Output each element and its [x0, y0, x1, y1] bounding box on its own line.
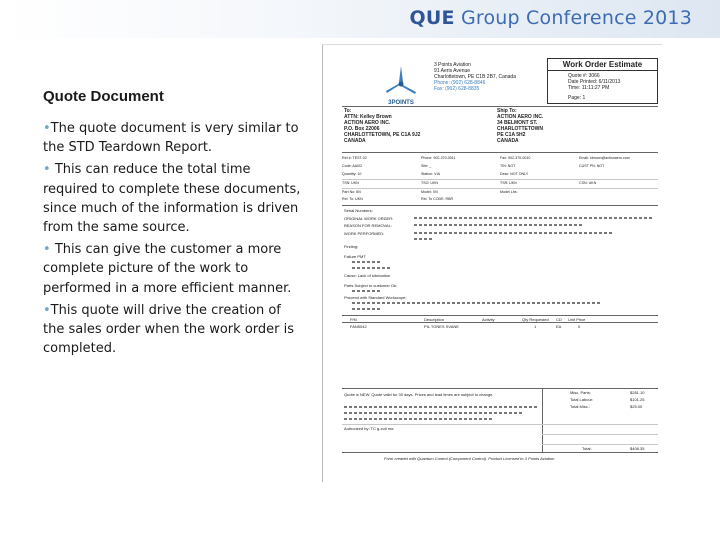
bullet-dot-icon: • [43, 162, 55, 178]
page-title: Quote Document [43, 88, 164, 105]
info-row [342, 172, 658, 177]
time-printed: Time: 11:11:27 PM [568, 85, 610, 91]
total-value: $25.00 [630, 404, 643, 409]
total-value: $101.25 [630, 397, 645, 402]
conference-year-title: Group Conference 2013 [454, 7, 692, 29]
info-cell: CSN: UKN [579, 181, 597, 185]
divider [342, 205, 658, 206]
bullet-item [43, 301, 301, 359]
ship-to-label: Ship To: [497, 108, 517, 114]
info-row [342, 156, 658, 161]
info-row [342, 164, 658, 169]
info-row [342, 181, 658, 186]
bullet-text: This quote will drive the creation of the sales order when the work order is completed. [43, 302, 294, 357]
divider [342, 452, 658, 453]
section-label: Failure PMT [344, 254, 366, 259]
text-column [43, 88, 301, 361]
section-label: WORK PERFORMED: [344, 231, 385, 236]
scanned-text-line [414, 238, 434, 240]
divider [342, 106, 658, 107]
info-row [342, 190, 658, 195]
document-footer: Form created with Quantum Control (Component Control). Product Licensed to 3 Points Aviation [384, 456, 555, 461]
ship-to-line: PE C1A 5H2 [497, 132, 526, 138]
bullet-text: The quote document is very similar to the STD Teardown Report. [43, 121, 299, 156]
bullet-item [43, 119, 301, 157]
company-street: 91 Aeris Avenue [434, 68, 471, 74]
work-order-details [548, 71, 657, 101]
scanned-text-line [414, 217, 654, 219]
section-label: Proceed with Standard Workscope: [344, 295, 407, 300]
parts-header: P/N [350, 317, 357, 322]
info-cell: Quantity: 10 [342, 172, 362, 176]
info-cell: Model: XN [421, 190, 438, 194]
document-left-edge [322, 44, 323, 482]
total-label: Total Misc.: [570, 404, 591, 409]
divider [342, 388, 658, 389]
slide-header [0, 0, 720, 38]
total-value: $281.10 [630, 390, 645, 395]
parts-cell: EA [556, 324, 562, 329]
divider [342, 322, 658, 323]
divider [342, 152, 658, 153]
work-order-box [547, 58, 658, 104]
ship-to-line: 34 BELMONT ST. [497, 120, 538, 126]
ship-to-line: CANADA [497, 138, 519, 144]
bullet-text: This can give the customer a more complete picture of the work to performed in a more efficient manner. [43, 242, 292, 296]
company-phone: Phone: (902) 628-8846 [434, 80, 486, 86]
info-cell: Email: kbrown@actionaero.com [579, 156, 630, 160]
quote-document-image [322, 44, 662, 482]
section-label: Finding: [344, 244, 359, 249]
company-address [434, 62, 516, 92]
info-cell: Phone: 902-370-0011 [421, 156, 456, 160]
info-cell: TSN: UKN [342, 181, 359, 185]
scanned-text-line [414, 224, 584, 226]
scanned-text-line [352, 308, 382, 310]
total-label: Total: [582, 446, 592, 451]
info-cell [579, 172, 658, 177]
info-cell [500, 197, 579, 202]
parts-cell: 0 [578, 324, 581, 329]
section-label: Cause: Lack of lubrication [344, 273, 391, 278]
page-number: Page: 1 [568, 95, 586, 101]
info-cell: Model Lbs: [500, 190, 518, 194]
parts-header: CD [556, 317, 562, 322]
divider [342, 188, 658, 189]
info-cell: Part No: 6N [342, 190, 361, 194]
info-cell: Station: VIA [421, 172, 440, 176]
to-line: ATTN: Kelley Brown [344, 114, 392, 120]
info-cell: Rel. To: UKN [342, 197, 363, 201]
ship-to-line: CHARLOTTETOWN [497, 126, 544, 132]
conference-title [410, 7, 692, 29]
company-city: Charlottetown, PE C1B 2B7, Canada [434, 74, 516, 80]
divider [342, 179, 658, 180]
parts-header: Qty Requested [522, 317, 549, 322]
divider [542, 388, 543, 452]
divider [542, 434, 658, 435]
bullet-dot-icon: • [43, 242, 55, 258]
scanned-text-line [352, 302, 602, 304]
parts-cell: 1 [534, 324, 537, 329]
total-label: Total Labour: [570, 397, 594, 402]
divider [342, 315, 658, 316]
info-cell: Code: AAI02 [342, 164, 363, 168]
bullet-dot-icon: • [43, 121, 51, 136]
info-cell: Desc: NOT ONLY [500, 172, 529, 176]
divider [342, 424, 542, 425]
section-label: Serial Numbers: [344, 208, 373, 213]
bullet-item [43, 160, 301, 237]
3points-logo-icon [380, 62, 422, 106]
scanned-text-line [344, 412, 524, 414]
divider [542, 444, 658, 445]
parts-header: Description [424, 317, 445, 322]
to-address [344, 108, 420, 144]
ship-to-address [497, 108, 543, 144]
authorized-by: Authorized by: TC g-cull mo: [344, 426, 395, 431]
bullet-dot-icon: • [43, 302, 51, 318]
info-cell: TSR: UKN [500, 181, 517, 185]
parts-cell: PIL TONES SVANE [424, 324, 459, 329]
bullet-item [43, 240, 301, 298]
to-line: ACTION AERO INC. [344, 120, 391, 126]
scanned-text-line [352, 290, 382, 292]
document-top-edge [322, 44, 662, 45]
bullet-text: This can reduce the total time required to complete these documents, since much of the information is driven from the same source. [43, 162, 301, 236]
to-line: P.O. Box 22006 [344, 126, 380, 132]
total-value: $408.35 [630, 446, 645, 451]
info-cell: Site: _ [421, 164, 432, 168]
info-cell: Fax: 902-370-0010 [500, 156, 531, 160]
logo-text: 3POINTS [388, 100, 414, 106]
to-line: CANADA [344, 138, 366, 144]
scanned-text-line [414, 232, 614, 234]
date-printed: Date Printed: 6/11/2013 [568, 79, 621, 85]
divider [542, 424, 658, 425]
info-cell: Ref #: TEST-02 [342, 156, 367, 160]
info-cell: TSO: UKN [421, 181, 438, 185]
total-label: Misc. Parts: [570, 390, 591, 395]
quote-terms: Quote is NEW. Quote valid for 30 days. Prices and lead times are subject to change. [344, 392, 494, 397]
work-order-heading: Work Order Estimate [548, 59, 657, 71]
parts-header: Unit Price [568, 317, 586, 322]
parts-header: Activity [482, 317, 495, 322]
scanned-text-line [352, 261, 382, 263]
info-cell: CUST PN: NOT [579, 164, 605, 168]
work-order-sheet [342, 58, 658, 470]
ship-to-line: ACTION AERO INC. [497, 114, 544, 120]
to-line: CHARLOTTETOWN, PE C1A 9J2 [344, 132, 421, 138]
info-cell [579, 190, 658, 195]
quote-number: Quote #: 3066 [568, 73, 600, 79]
info-cell: TIN: NOT [500, 164, 516, 168]
info-cell [579, 197, 658, 202]
info-cell: Rel. To CODE: RBR [421, 197, 454, 201]
company-fax: Fax: (902) 628-8835 [434, 86, 480, 92]
parts-cell: FAN5042 [350, 324, 367, 329]
info-row [342, 197, 658, 202]
to-label: To: [344, 108, 352, 114]
scanned-text-line [352, 267, 392, 269]
section-label: ORIGINAL WORK ORDER: [344, 216, 394, 221]
section-label: Parts Subject to customer Ok: [344, 283, 398, 288]
company-name: 3 Points Aviation [434, 62, 471, 68]
scanned-text-line [344, 418, 494, 420]
section-label: REASON FOR REMOVAL: [344, 223, 392, 228]
scanned-text-line [344, 406, 538, 408]
conference-brand: QUE [409, 7, 455, 29]
